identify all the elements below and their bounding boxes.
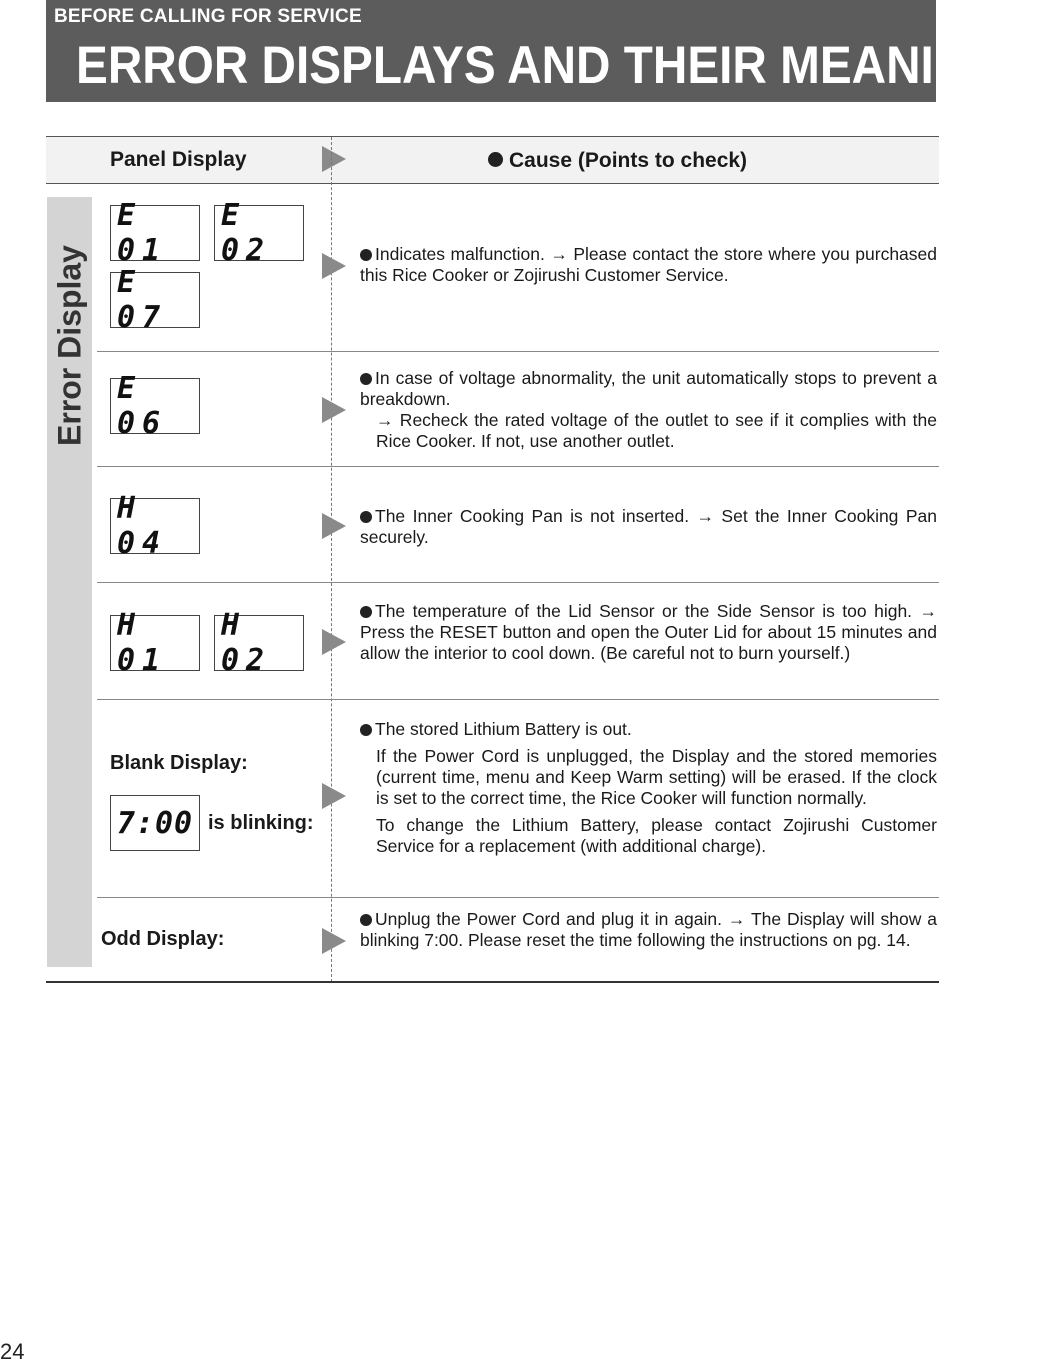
lcd-code-h04: H 04 — [110, 498, 200, 554]
column-header-cause-label: Cause (Points to check) — [509, 149, 748, 172]
row-divider — [97, 699, 939, 700]
bullet-icon — [360, 914, 372, 926]
arrow-right-icon — [322, 783, 346, 809]
lcd-code-e02: E 02 — [214, 205, 304, 261]
lcd-clock-blinking: 7:00 — [110, 795, 200, 851]
arrow-right-icon — [322, 397, 346, 423]
cause-text-voltage: In case of voltage abnormality, the unit automatically stops to prevent a breakdown. → Recheck the rated voltage of the outlet to see if it complies with the Rice Cooker. If not, use another outlet. — [360, 368, 937, 451]
lcd-code-e06: E 06 — [110, 378, 200, 434]
bullet-icon — [360, 511, 372, 523]
row-divider — [97, 351, 939, 352]
sidebar-label-error-display: Error Display — [51, 245, 87, 446]
lcd-code-h01: H 01 — [110, 615, 200, 671]
column-header-panel-display: Panel Display — [110, 148, 247, 171]
cause-text-temperature: The temperature of the Lid Sensor or the Side Sensor is too high. → Press the RESET button and open the Outer Lid for about 15 minutes and allow the interior to cool down. (Be careful not to burn yourself.) — [360, 601, 937, 663]
column-header-cause — [488, 149, 747, 173]
arrow-right-icon — [322, 513, 346, 539]
bullet-icon — [360, 606, 372, 618]
blinking-label: is blinking: — [208, 812, 314, 834]
lcd-code-e07: E 07 — [110, 272, 200, 328]
lcd-code-h02: H 02 — [214, 615, 304, 671]
cause-text-malfunction: Indicates malfunction. → Please contact the store where you purchased this Rice Cooker or Zojirushi Customer Service. — [360, 244, 937, 285]
table-bottom-rule — [46, 981, 939, 983]
bullet-icon — [488, 152, 503, 167]
row-divider — [97, 466, 939, 467]
cause-text-inner-pan: The Inner Cooking Pan is not inserted. → Set the Inner Cooking Pan securely. — [360, 506, 937, 547]
sidebar-band — [47, 197, 92, 967]
arrow-right-icon — [322, 146, 346, 172]
cause-text-lithium-battery: The stored Lithium Battery is out. If the Power Cord is unplugged, the Display and the stored memories (current time, menu and Keep Warm setting) will be erased. If the clock is set to the correct time, the Rice Cooker will function normally. To change the Lithium Battery, please contact Zojirushi Customer Service for a replacement (with additional charge). — [360, 719, 937, 857]
bullet-icon — [360, 724, 372, 736]
bullet-icon — [360, 249, 372, 261]
lcd-code-e01: E 01 — [110, 205, 200, 261]
blank-display-label: Blank Display: — [110, 752, 248, 774]
arrow-right-icon — [322, 928, 346, 954]
arrow-right-icon — [322, 253, 346, 279]
row-divider — [97, 897, 939, 898]
page-header — [46, 0, 1037, 102]
row-divider — [97, 582, 939, 583]
page-title: ERROR DISPLAYS AND THEIR MEANINGS — [76, 36, 1037, 95]
odd-display-label: Odd Display: — [101, 928, 225, 950]
arrow-right-icon — [322, 629, 346, 655]
page-number: 24 — [0, 1339, 25, 1364]
table-header — [46, 136, 939, 184]
cause-text-odd-display: Unplug the Power Cord and plug it in again. → The Display will show a blinking 7:00. Please reset the time following the instructions on pg. 14. — [360, 909, 937, 950]
section-kicker: BEFORE CALLING FOR SERVICE — [54, 6, 362, 27]
bullet-icon — [360, 373, 372, 385]
